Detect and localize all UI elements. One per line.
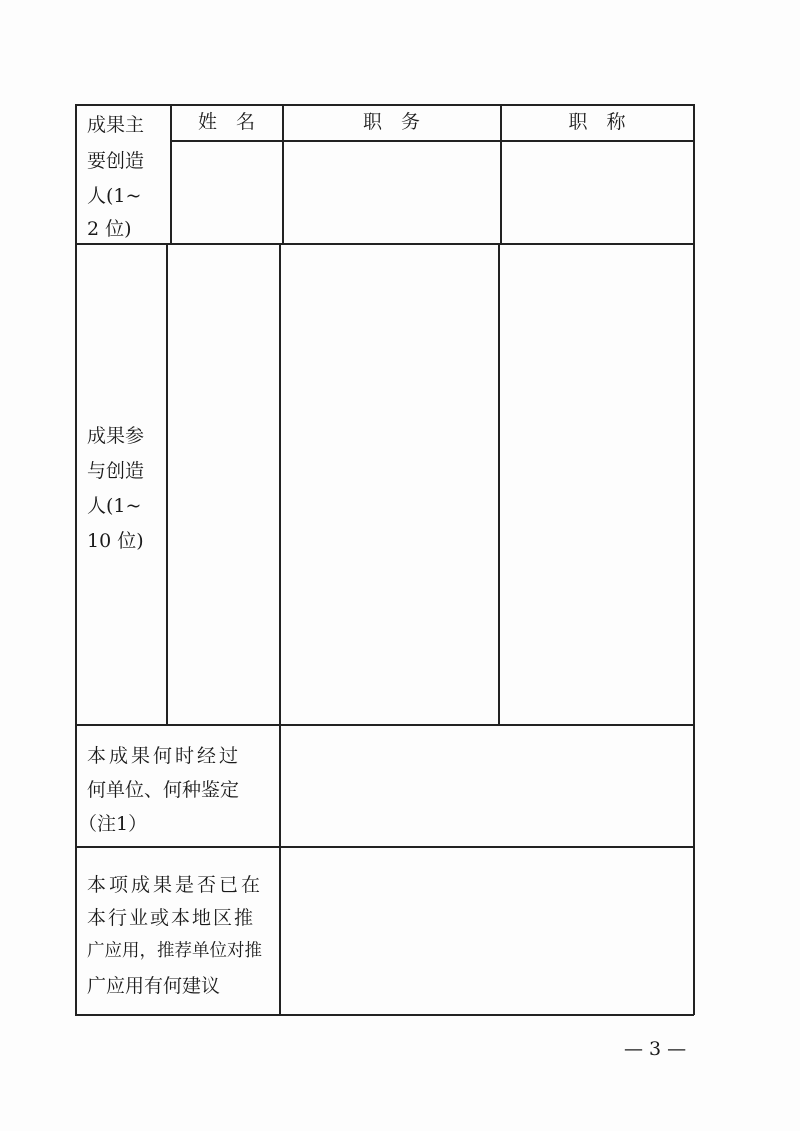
col-divider-3b bbox=[498, 243, 500, 725]
participants-line-1: 成果参 bbox=[87, 425, 145, 447]
header-title: 职 称 bbox=[568, 111, 626, 133]
main-creators-line-1: 成果主 bbox=[87, 114, 145, 136]
promotion-line-2: 本行业或本地区推 bbox=[87, 907, 256, 929]
appraisal-line-1: 本成果何时经过 bbox=[87, 745, 242, 767]
appraisal-line-2: 何单位、何种鉴定 bbox=[87, 779, 240, 801]
promotion-line-4: 广应用有何建议 bbox=[87, 975, 221, 997]
participants-line-4: 10 位) bbox=[87, 530, 144, 552]
main-creators-line-3: 人(1~ bbox=[87, 185, 142, 207]
header-position: 职 务 bbox=[362, 111, 420, 133]
promotion-line-3: 广应用，推荐单位对推 bbox=[87, 941, 262, 961]
col-divider-1b bbox=[166, 243, 168, 725]
header-row-divider bbox=[170, 140, 694, 142]
participants-line-3: 人(1~ bbox=[87, 495, 142, 517]
main-creators-line-4: 2 位) bbox=[87, 218, 132, 240]
row-divider-3 bbox=[75, 846, 694, 848]
table-border-right bbox=[693, 104, 695, 1015]
header-name: 姓 名 bbox=[197, 111, 255, 133]
table-border-left bbox=[75, 104, 77, 1015]
main-creators-line-2: 要创造 bbox=[87, 150, 145, 172]
table-border-bottom bbox=[75, 1014, 694, 1016]
promotion-line-1: 本项成果是否已在 bbox=[87, 874, 264, 896]
page-number: — 3 — bbox=[624, 1038, 687, 1060]
col-divider-2b bbox=[279, 243, 281, 1015]
participants-line-2: 与创造 bbox=[87, 460, 145, 482]
appraisal-line-3: （注1） bbox=[78, 813, 148, 835]
row-divider-2 bbox=[75, 724, 694, 726]
row-divider-1 bbox=[75, 243, 694, 245]
